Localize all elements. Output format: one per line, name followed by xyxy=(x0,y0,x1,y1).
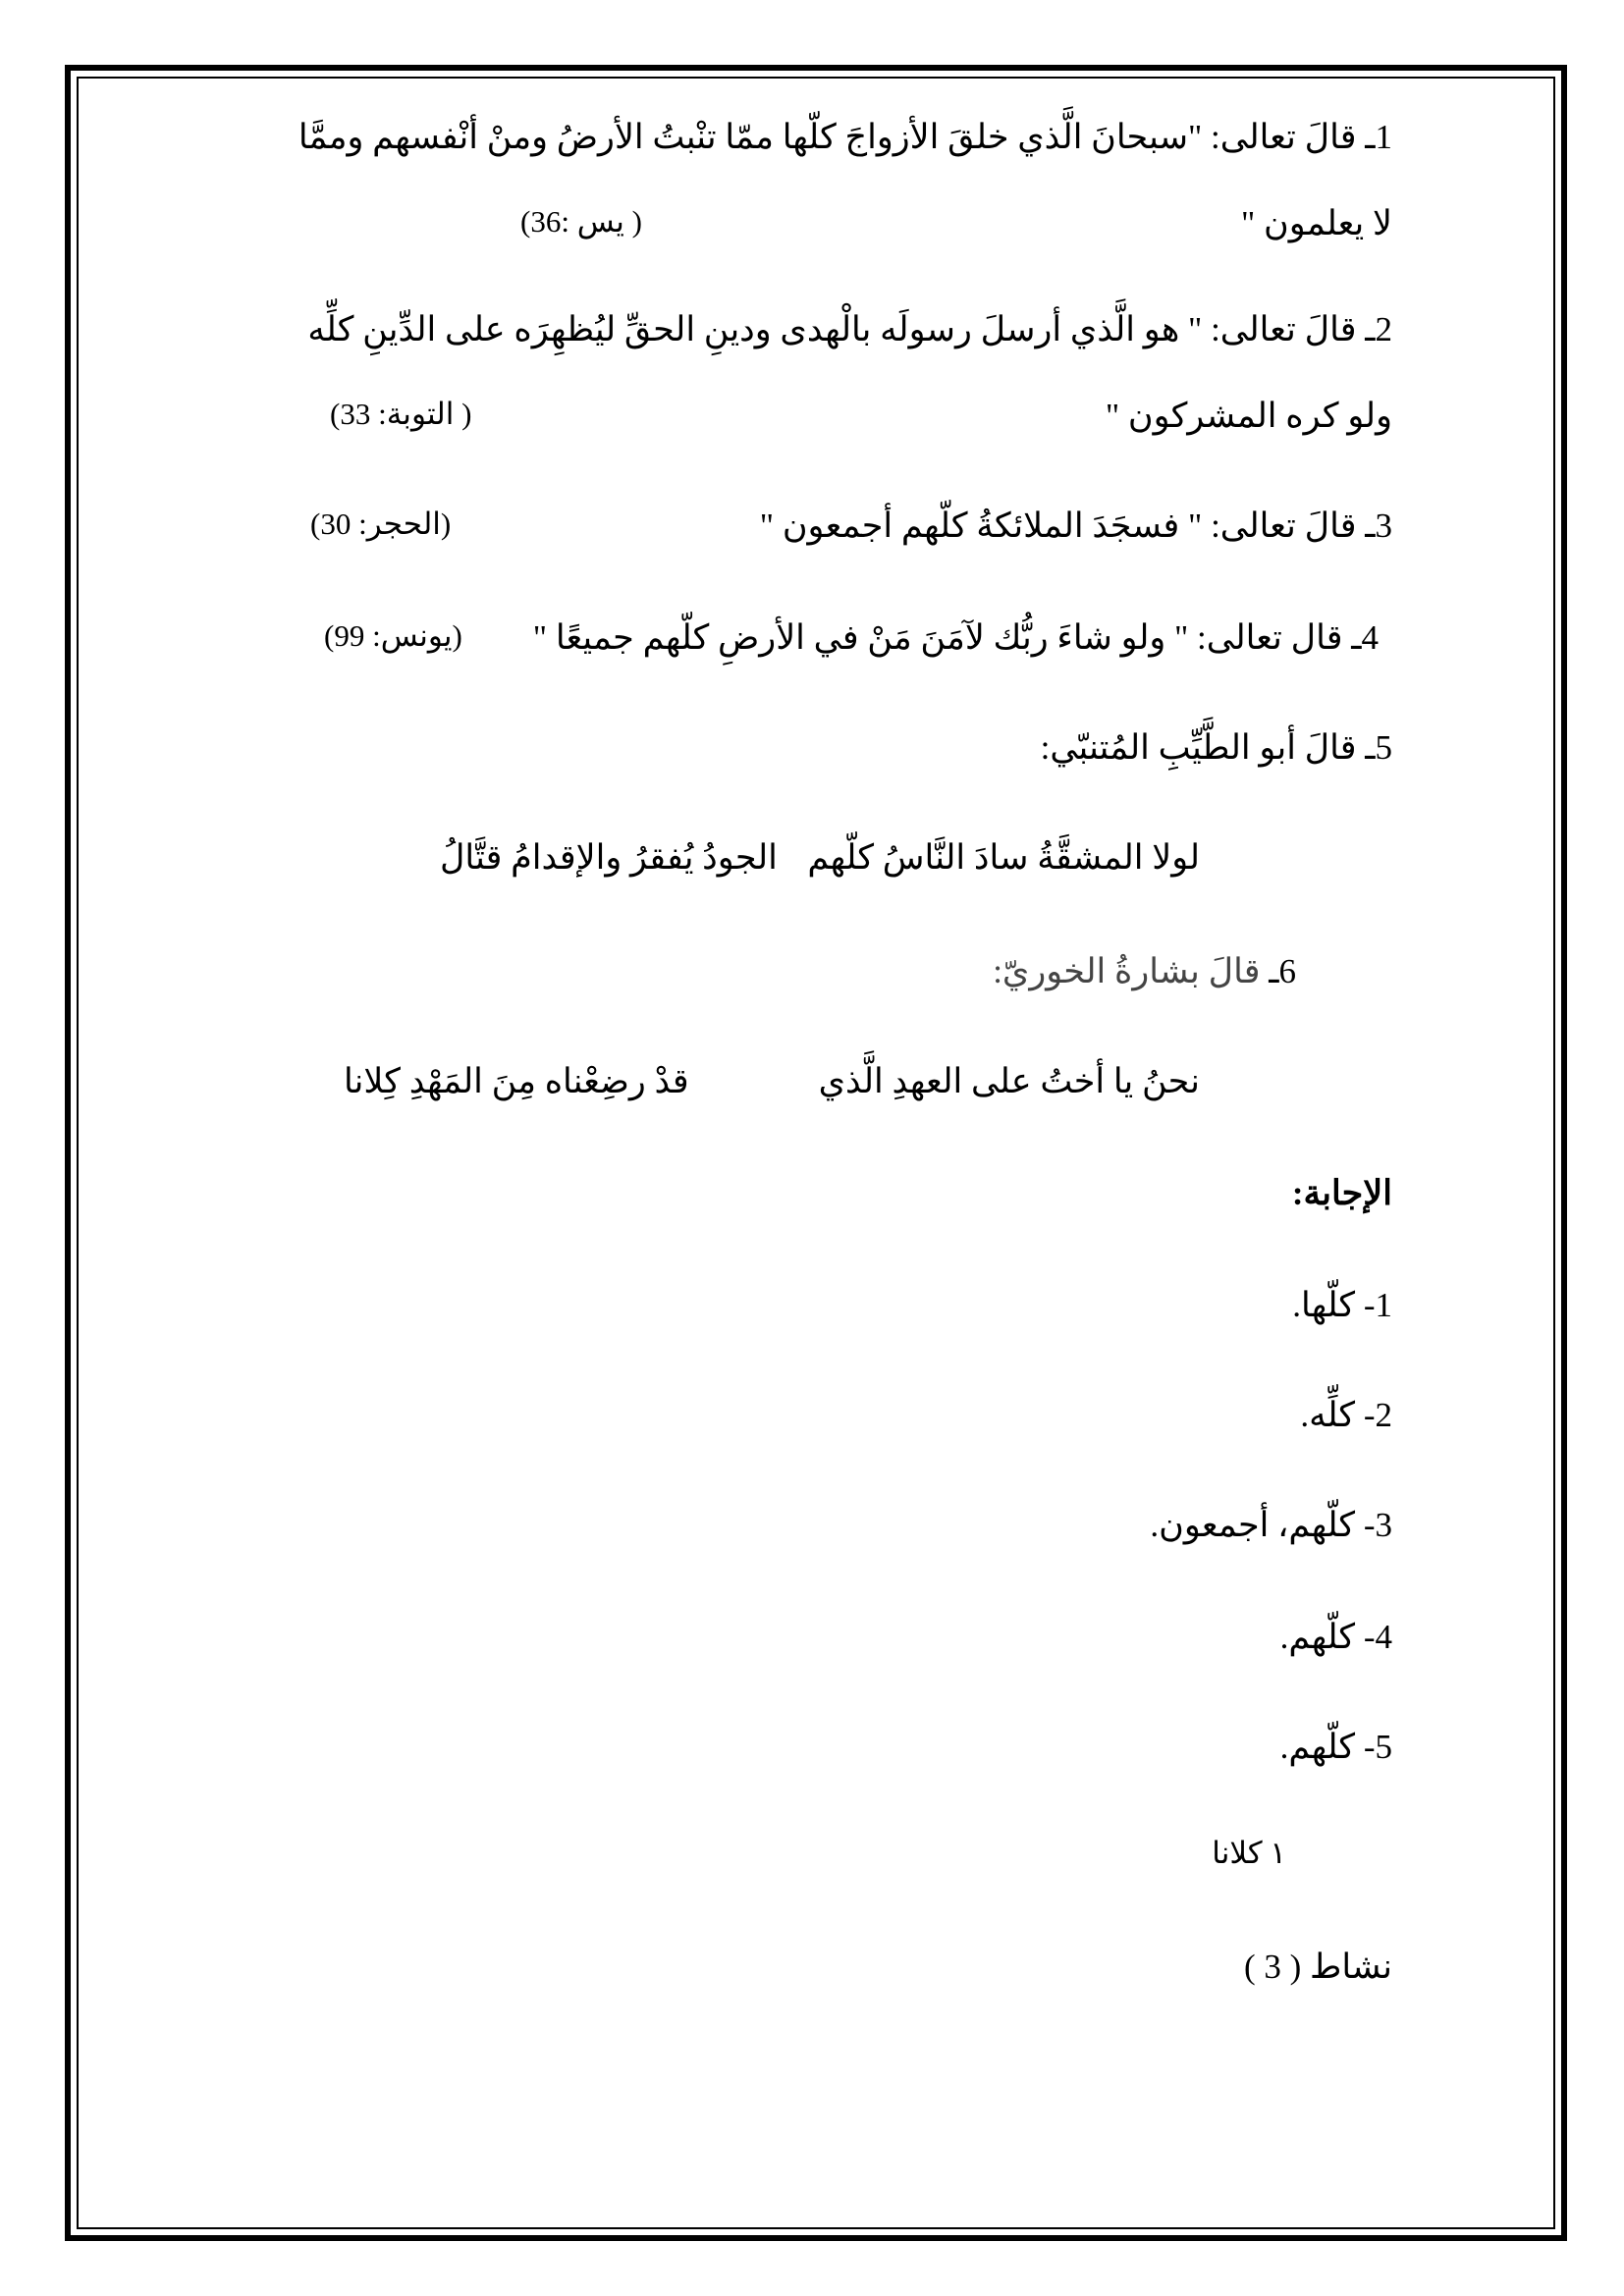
answer-1: 1- كلّها. xyxy=(1292,1286,1392,1324)
q1-reference: ( يس :36) xyxy=(520,204,642,239)
q5-verse-hemistich-2: الجودُ يُفقرُ والإقدامُ قتَّالُ xyxy=(440,838,778,877)
q6-number: 6ـ xyxy=(1269,952,1296,990)
q2-reference: ( التوبة: 33) xyxy=(330,397,472,431)
answer-3: 3- كلّهم، أجمعون. xyxy=(1150,1506,1392,1544)
activity-label: نشاط ( 3 ) xyxy=(1243,1948,1392,1986)
q3-reference: (الحجر: 30) xyxy=(310,507,452,541)
q6-intro xyxy=(993,954,1296,988)
answers-heading: الإجابة: xyxy=(1291,1174,1392,1212)
q2-line1: 2ـ قالَ تعالى: " هو الَّذي أرسلَ رسولَه بالْهدى ودينِ الحقِّ ليُظهِرَه على الدِّينِ كلِّه xyxy=(307,310,1392,348)
q1-line1: 1ـ قالَ تعالى: "سبحانَ الَّذي خلقَ الأزواجَ كلّها ممّا تنْبتُ الأرضُ ومنْ أنْفسهم وممَّا xyxy=(298,118,1392,156)
q5-verse-hemistich-1: لولا المشقَّةُ سادَ النَّاسُ كلّهم xyxy=(807,838,1200,877)
q6-verse-hemistich-1: نحنُ يا أختُ على العهدِ الَّذي xyxy=(818,1062,1200,1100)
q5-intro: 5ـ قالَ أبو الطَّيِّبِ المُتنبّي: xyxy=(1040,728,1392,767)
q4-text: 4ـ قال تعالى: " ولو شاءَ ربُّك لآمَنَ مَنْ في الأرضِ كلّهم جميعًا " xyxy=(532,618,1379,657)
answer-2: 2- كلِّه. xyxy=(1300,1396,1392,1434)
q6-intro-text: قالَ بشارةُ الخوريّ: xyxy=(993,952,1261,990)
q2-line2: ولو كره المشركون " xyxy=(1105,397,1392,435)
answer-5: 5- كلّهم. xyxy=(1279,1728,1392,1766)
q6-verse-hemistich-2: قدْ رضِعْناه مِنَ المَهْدِ كِلانا xyxy=(344,1062,689,1100)
q4-reference: (يونس: 99) xyxy=(324,618,462,653)
answer-4: 4- كلّهم. xyxy=(1279,1618,1392,1656)
q1-line2: لا يعلمون " xyxy=(1241,204,1392,242)
answer-6: ١ كلانا xyxy=(1212,1836,1286,1870)
q3-text: 3ـ قالَ تعالى: " فسجَدَ الملائكةُ كلّهم أجمعون " xyxy=(759,507,1392,545)
